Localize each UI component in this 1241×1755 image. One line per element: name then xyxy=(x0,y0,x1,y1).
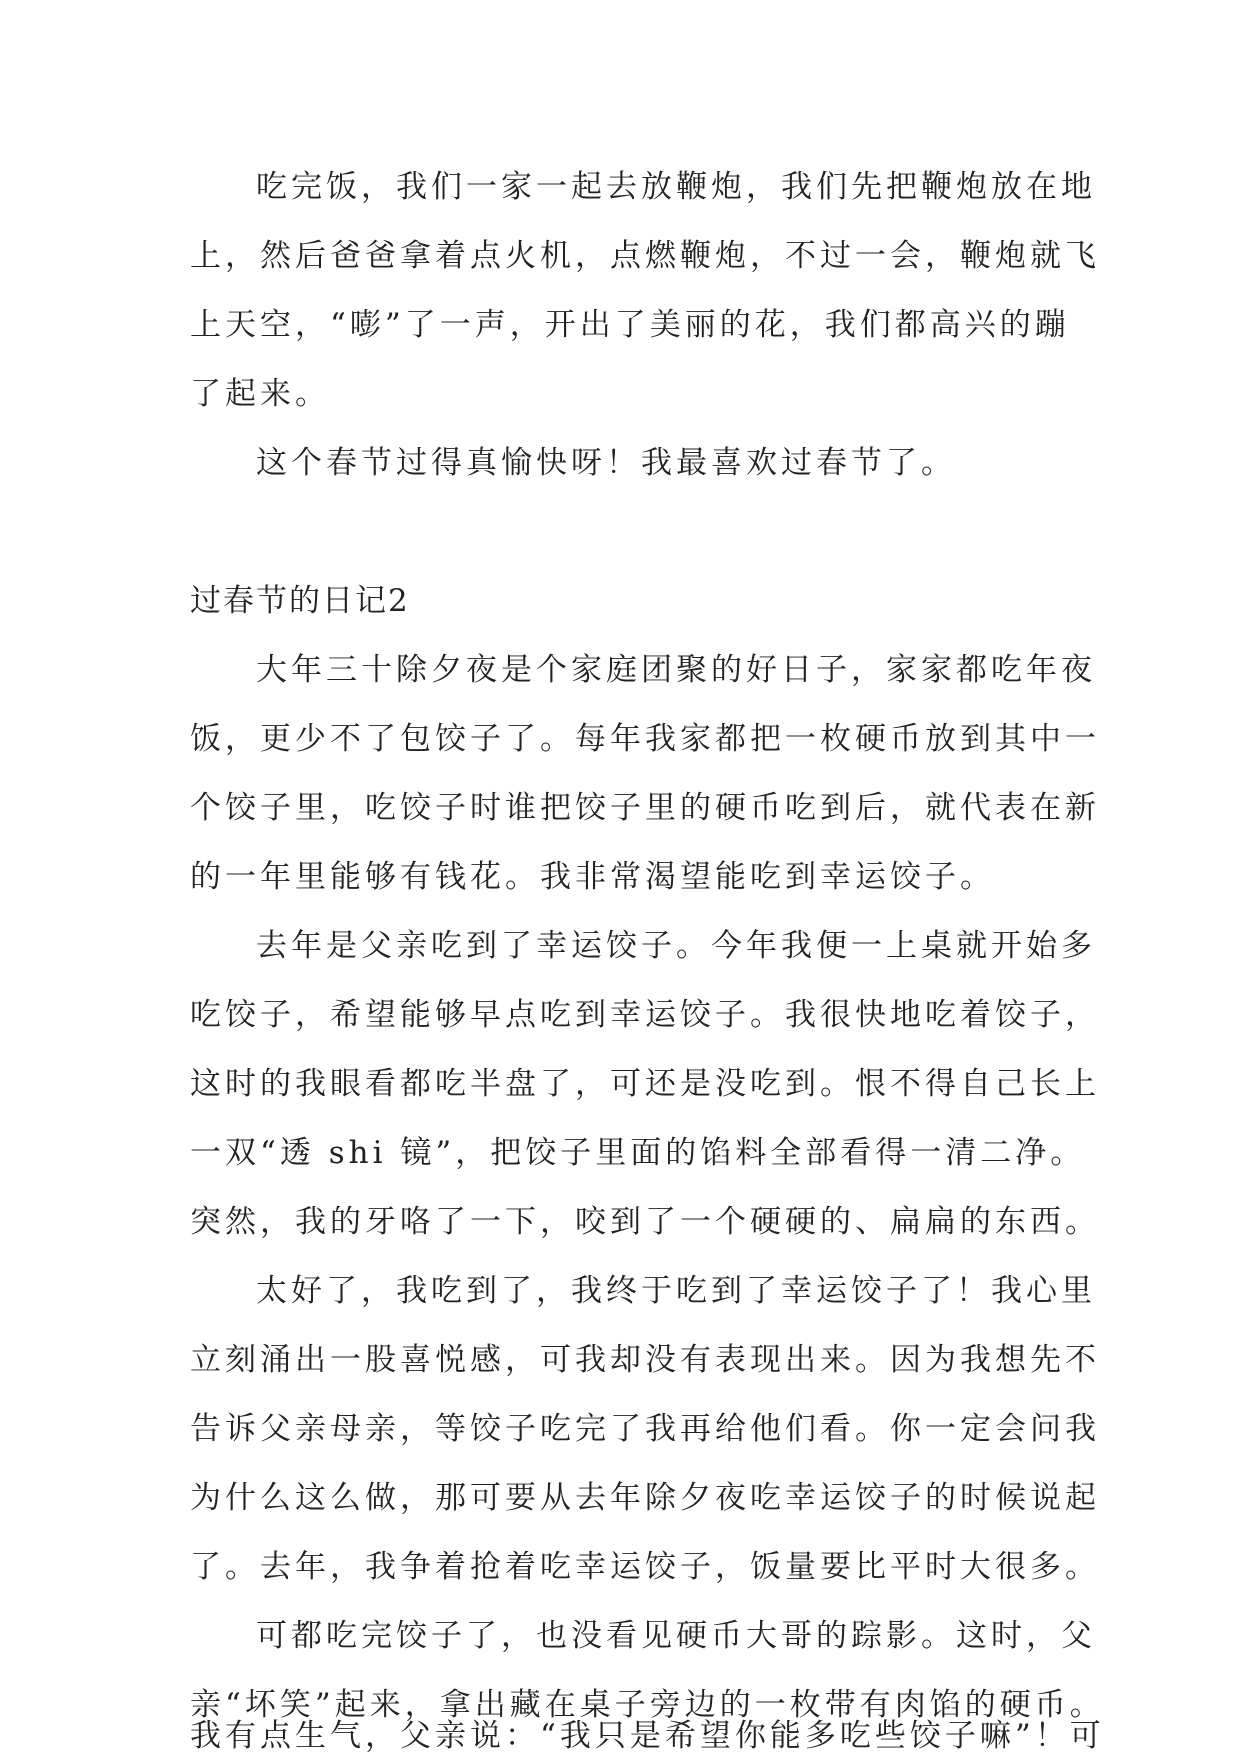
paragraph-5-line-2: 立刻涌出一股喜悦感，可我却没有表现出来。因为我想先不 xyxy=(190,1342,1100,1378)
paragraph-6-line-3: 我有点生气，父亲说：“我只是希望你能多吃些饺子嘛”！可 xyxy=(190,1718,1105,1754)
paragraph-2-line-1: 这个春节过得真愉快呀！我最喜欢过春节了。 xyxy=(256,445,956,481)
paragraph-1-line-1: 吃完饭，我们一家一起去放鞭炮，我们先把鞭炮放在地 xyxy=(256,169,1096,205)
section-title: 过春节的日记2 xyxy=(190,583,410,619)
paragraph-3-line-4: 的一年里能够有钱花。我非常渴望能吃到幸运饺子。 xyxy=(190,859,995,895)
paragraph-4-line-1: 去年是父亲吃到了幸运饺子。今年我便一上桌就开始多 xyxy=(256,928,1096,964)
paragraph-4-line-2: 吃饺子，希望能够早点吃到幸运饺子。我很快地吃着饺子， xyxy=(190,997,1100,1033)
paragraph-1-line-2: 上，然后爸爸拿着点火机，点燃鞭炮，不过一会，鞭炮就飞 xyxy=(190,238,1100,274)
paragraph-5-line-1: 太好了，我吃到了，我终于吃到了幸运饺子了！我心里 xyxy=(256,1273,1096,1309)
paragraph-4-line-5: 突然，我的牙咯了一下，咬到了一个硬硬的、扁扁的东西。 xyxy=(190,1204,1100,1240)
paragraph-3-line-2: 饭，更少不了包饺子了。每年我家都把一枚硬币放到其中一 xyxy=(190,721,1100,757)
paragraph-4-line-3: 这时的我眼看都吃半盘了，可还是没吃到。恨不得自己长上 xyxy=(190,1066,1100,1102)
paragraph-5-line-5: 了。去年，我争着抢着吃幸运饺子，饭量要比平时大很多。 xyxy=(190,1549,1100,1585)
paragraph-4-line-4: 一双“透 shi 镜”，把饺子里面的馅料全部看得一清二净。 xyxy=(190,1135,1086,1171)
paragraph-3-line-1: 大年三十除夕夜是个家庭团聚的好日子，家家都吃年夜 xyxy=(256,652,1096,688)
paragraph-1-line-4: 了起来。 xyxy=(190,376,330,412)
paragraph-1-line-3: 上天空，“嘭”了一声，开出了美丽的花，我们都高兴的蹦 xyxy=(190,307,1070,343)
paragraph-3-line-3: 个饺子里，吃饺子时谁把饺子里的硬币吃到后，就代表在新 xyxy=(190,790,1100,826)
paragraph-5-line-4: 为什么这么做，那可要从去年除夕夜吃幸运饺子的时候说起 xyxy=(190,1480,1100,1516)
paragraph-5-line-3: 告诉父亲母亲，等饺子吃完了我再给他们看。你一定会问我 xyxy=(190,1411,1100,1447)
paragraph-6-line-2: 亲“坏笑”起来，拿出藏在桌子旁边的一枚带有肉馅的硬币。 xyxy=(190,1687,1105,1723)
paragraph-6-line-1: 可都吃完饺子了，也没看见硬币大哥的踪影。这时，父 xyxy=(256,1618,1096,1654)
